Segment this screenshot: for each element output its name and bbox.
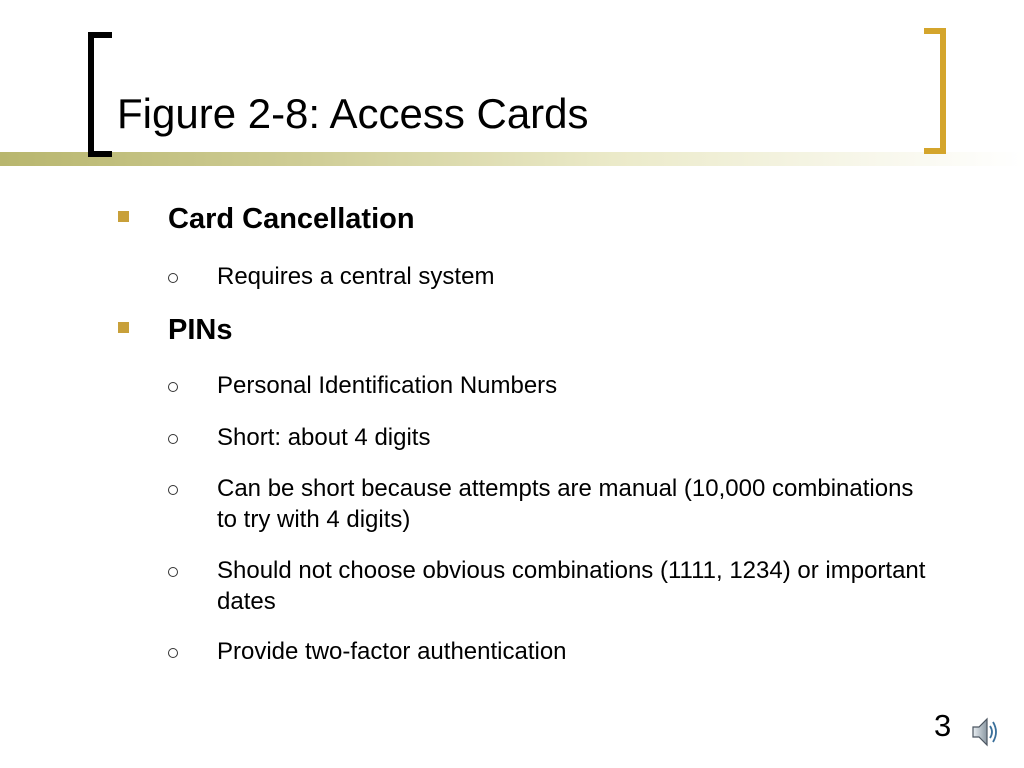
page-number: 3 bbox=[934, 708, 952, 743]
circle-bullet-icon bbox=[168, 485, 178, 495]
square-bullet-icon bbox=[118, 322, 129, 333]
sub-bullet-text: Can be short because attempts are manual (10,000 combinations to try with 4 digits) bbox=[217, 475, 914, 533]
sub-bullet-text: Short: about 4 digits bbox=[217, 424, 431, 451]
sub-bullet-text: Should not choose obvious combinations (1111, 1234) or important dates bbox=[217, 557, 926, 615]
bullet-text: PINs bbox=[168, 314, 233, 346]
bullet-text: Card Cancellation bbox=[168, 203, 415, 235]
sub-bullet-text: Personal Identification Numbers bbox=[217, 372, 558, 399]
circle-bullet-icon bbox=[168, 382, 178, 392]
sub-bullet-text: Requires a central system bbox=[217, 263, 495, 290]
slide-title: Figure 2-8: Access Cards bbox=[117, 90, 589, 137]
circle-bullet-icon bbox=[168, 273, 178, 283]
right-bracket-decoration bbox=[924, 28, 946, 154]
speaker-icon[interactable] bbox=[970, 714, 1000, 750]
circle-bullet-icon bbox=[168, 567, 178, 577]
circle-bullet-icon bbox=[168, 434, 178, 444]
title-underline-bar bbox=[0, 152, 1024, 166]
circle-bullet-icon bbox=[168, 648, 178, 658]
sub-bullet-text: Provide two-factor authentication bbox=[217, 638, 567, 665]
square-bullet-icon bbox=[118, 211, 129, 222]
left-bracket-decoration bbox=[88, 32, 112, 157]
